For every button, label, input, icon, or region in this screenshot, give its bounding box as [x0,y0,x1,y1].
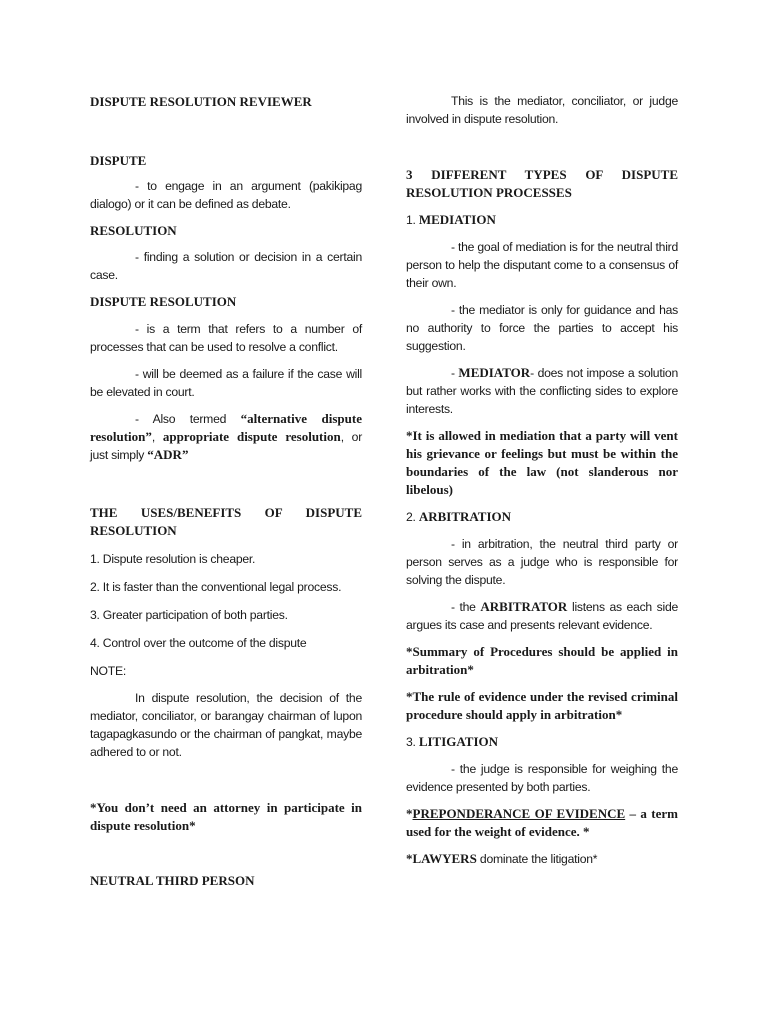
text-run: * [406,851,413,866]
text-run: - the [451,600,481,614]
mediation-definition-1: - the goal of mediation is for the neutral third person to help the disputant come to a consensus of their own. [406,240,678,290]
dispute-definition: - to engage in an argument (pakikipag dialogo) or it can be defined as debate. [90,179,362,211]
resolution-definition: - finding a solution or decision in a certain case. [90,250,362,282]
arbitrator-definition [406,598,678,634]
arbitration-note-1: *Summary of Procedures should be applied in arbitration* [406,644,678,677]
text-run: – a term used for the weight of evidence. * [406,806,678,839]
dispute-resolution-heading: DISPUTE RESOLUTION [90,294,237,309]
dispute-heading: DISPUTE [90,153,147,168]
text-run: , or just simply [90,430,363,462]
preponderance-note [406,805,678,841]
uses-benefits-heading: THE USES/BENEFITS OF DISPUTE RESOLUTION [90,505,362,538]
dispute-resolution-definition-3 [90,410,362,464]
text-run: listens as each side argues its case and presents relevant evidence. [406,600,678,632]
mediator-term-bold: MEDIATOR [458,365,531,380]
dispute-resolution-definition-1: - is a term that refers to a number of processes that can be used to resolve a conflict. [90,322,362,354]
litigation-heading [406,733,678,751]
arbitration-note-2: *The rule of evidence under the revised criminal procedure should apply in arbitration* [406,689,678,722]
list-number: 2. [406,510,419,524]
mediation-definition-2: - the mediator is only for guidance and has no authority to force the parties to accept his suggestion. [406,303,678,353]
list-number: 1. [406,213,419,227]
litigation-definition: - the judge is responsible for weighing the evidence presented by both parties. [406,762,678,794]
types-heading: 3 DIFFERENT TYPES OF DISPUTE RESOLUTION PROCESSES [406,167,678,200]
neutral-third-person-definition: This is the mediator, conciliator, or judge involved in dispute resolution. [406,94,678,126]
litigation-label: LITIGATION [418,734,499,749]
text-run: - Also termed [135,412,241,426]
uses-item-1: 1. Dispute resolution is cheaper. [90,552,256,566]
right-column [406,88,678,868]
note-label: NOTE: [90,664,126,678]
text-run: - [451,366,459,380]
mediation-heading [406,211,678,229]
lawyers-note [406,850,678,868]
text-run: - does not impose a solution but rather works with the conflicting sides to explore interests. [406,366,678,416]
adr-term-bold: “alternative dispute resolution” [90,411,362,444]
lawyers-term-bold: LAWYERS [412,851,477,866]
mediator-definition [406,364,678,418]
text-run: dominate the litigation* [476,852,598,866]
neutral-third-person-heading: NEUTRAL THIRD PERSON [90,873,255,888]
list-number: 3. [406,735,419,749]
arbitration-label: ARBITRATION [418,509,512,524]
uses-item-2: 2. It is faster than the conventional legal process. [90,580,342,594]
dispute-resolution-definition-2: - will be deemed as a failure if the case will be elevated in court. [90,367,362,399]
note-text: In dispute resolution, the decision of the mediator, conciliator, or barangay chairman of lupon tagapagkasundo or the chairman of pangkat, maybe adhered to or not. [90,691,362,759]
mediation-note: *It is allowed in mediation that a party will vent his grievance or feelings but must be within the boundaries of the law (not slanderous nor libelous) [406,428,678,497]
preponderance-term-underlined: PREPONDERANCE OF EVIDENCE [412,806,626,821]
text-run: , [151,430,163,444]
uses-item-3: 3. Greater participation of both parties. [90,608,288,622]
text-run: * [406,806,413,821]
mediation-label: MEDIATION [418,212,496,227]
attorney-note: *You don’t need an attorney in participate in dispute resolution* [90,800,362,833]
arbitrator-term-bold: ARBITRATOR [480,599,568,614]
adr-abbrev-bold: “ADR” [147,447,189,462]
left-column [90,88,362,890]
arbitration-definition-1: - in arbitration, the neutral third party or person serves as a judge who is responsible for solving the dispute. [406,537,678,587]
arbitration-heading [406,508,678,526]
uses-item-4: 4. Control over the outcome of the dispute [90,636,307,650]
appropriate-dr-term-bold: appropriate dispute resolution [162,429,341,444]
document-title: DISPUTE RESOLUTION REVIEWER [90,94,312,109]
resolution-heading: RESOLUTION [90,223,177,238]
